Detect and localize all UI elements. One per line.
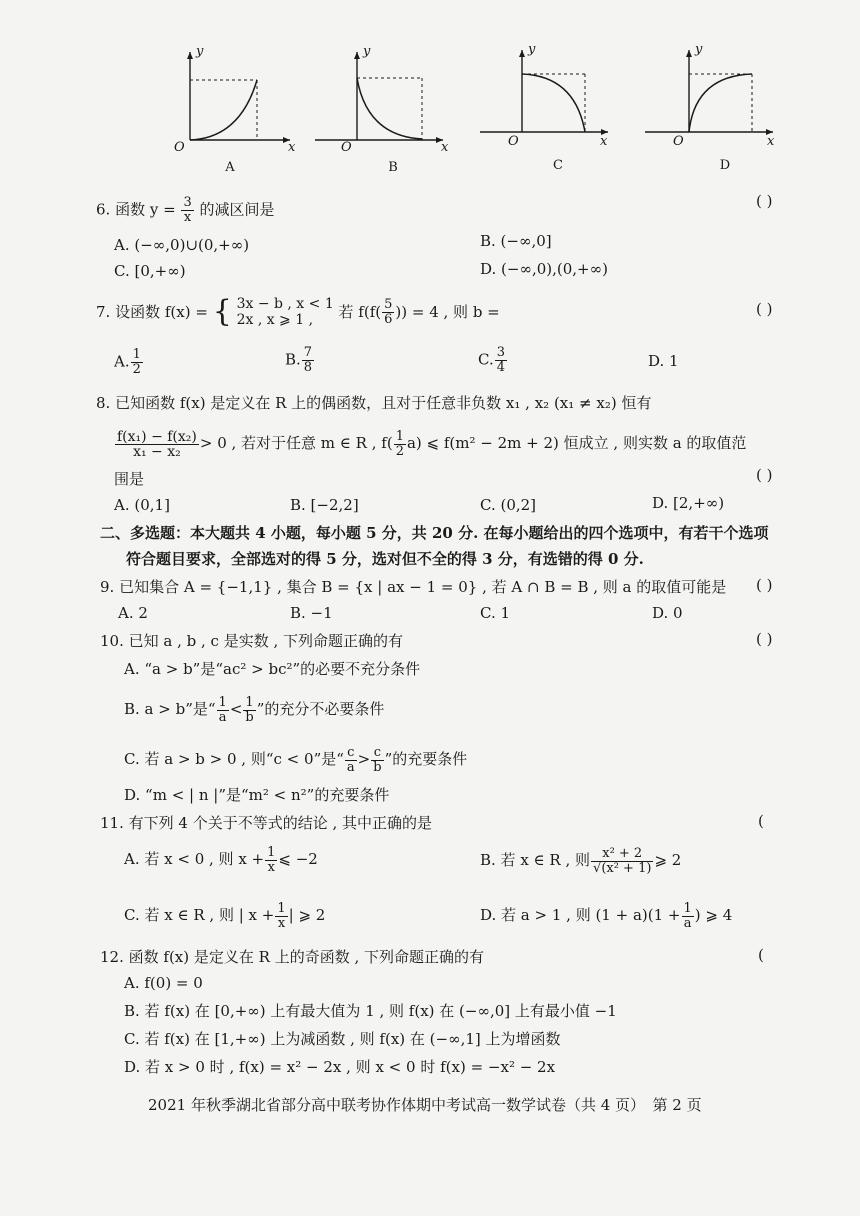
graph-d-label: D xyxy=(719,158,731,173)
q10-c-mid: > xyxy=(357,750,371,768)
q7-a-pre: A. xyxy=(114,352,130,371)
q7-fraction xyxy=(382,298,394,327)
q7-answer-paren: ( ) xyxy=(756,300,773,318)
q8-option-b: B. [−2,2] xyxy=(290,496,359,514)
graph-b-origin: O xyxy=(341,140,352,155)
graph-d-y-label: y xyxy=(695,42,703,57)
page-footer: 2021 年秋季湖北省部分高中联考协作体期中考试高一数学试卷（共 4 页） 第 2 页 xyxy=(148,1096,702,1114)
q10-c-den-1: a xyxy=(346,759,355,775)
q6-answer-paren: ( ) xyxy=(756,192,773,210)
q6-fraction xyxy=(181,196,193,225)
q7-c-frac xyxy=(495,346,507,375)
q12-stem: 12. 函数 f(x) 是定义在 R 上的奇函数 , 下列命题正确的有 xyxy=(100,948,485,966)
q10-b-den-2: b xyxy=(245,709,254,725)
q8-half xyxy=(394,430,406,459)
q11-b-post: ⩾ 2 xyxy=(654,851,682,869)
q10-b-frac-1 xyxy=(217,696,229,725)
q10-b-post: ”的充分不必要条件 xyxy=(256,700,385,718)
q7-piece-1: 3x − b , x < 1 xyxy=(236,296,334,312)
q11-d-num: 1 xyxy=(683,900,692,916)
q10-c-pre: C. 若 a > b > 0 , 则“c < 0”是“ xyxy=(124,750,344,768)
q11-option-d xyxy=(480,896,732,934)
q7-c-den: 4 xyxy=(496,360,505,375)
q10-b-pre: B. a > b”是“ xyxy=(124,700,216,718)
graph-c-y-label: y xyxy=(528,42,536,57)
q7-b-frac xyxy=(302,346,314,375)
q7-mid: 若 f(f( xyxy=(338,303,382,321)
q12-option-b: B. 若 f(x) 在 [0,+∞) 上有最大值为 1 , 则 f(x) 在 (−∞,0] 上有最小值 −1 xyxy=(124,1002,617,1020)
q8-option-d: D. [2,+∞) xyxy=(652,494,725,512)
q9-option-d: D. 0 xyxy=(652,604,683,622)
q9-option-a: A. 2 xyxy=(118,604,148,622)
graph-a-label: A xyxy=(225,160,235,175)
q11-b-pre: B. 若 x ∈ R , 则 xyxy=(480,851,591,869)
q11-option-c xyxy=(124,896,325,934)
q6-option-c: C. [0,+∞) xyxy=(114,262,186,280)
graph-a xyxy=(170,40,310,190)
q7-a-den: 2 xyxy=(132,362,141,377)
q7-a-num: 1 xyxy=(132,347,141,362)
q10-c-num-2: c xyxy=(371,746,383,761)
q7-piecewise xyxy=(237,296,334,328)
graph-c-label: C xyxy=(553,158,563,173)
q8-frac-num: f(x₁) − f(x₂) xyxy=(117,428,197,445)
q8-line-2-post: > 0 , 若对于任意 m ∈ R , f( xyxy=(199,434,393,452)
q9-option-c: C. 1 xyxy=(480,604,511,622)
q7-stem xyxy=(96,296,500,332)
q7-option-c xyxy=(478,346,508,375)
q7-a-frac xyxy=(131,348,143,377)
q9-stem: 9. 已知集合 A = {−1,1} , 集合 B = {x | ax − 1 = 0} , 若 A ∩ B = B , 则 a 的取值可能是 xyxy=(100,578,727,596)
q8-answer-paren: ( ) xyxy=(756,466,773,484)
q10-c-den-2: b xyxy=(373,759,382,775)
q11-a-pre: A. 若 x < 0 , 则 x + xyxy=(124,850,265,868)
graph-a-origin: O xyxy=(174,140,185,155)
q7-frac-den: 6 xyxy=(384,311,393,327)
q11-a-den: x xyxy=(267,859,275,875)
q8-fraction xyxy=(115,430,199,459)
q8-line-3: 围是 xyxy=(114,470,145,488)
q10-b-den-1: a xyxy=(218,709,227,725)
q7-option-d: D. 1 xyxy=(648,352,679,370)
section-2-heading: 二、多选题：本大题共 4 小题，每小题 5 分，共 20 分. 在每小题给出的四个选项中，有若干个选项 xyxy=(100,524,769,542)
q10-b-num-2: 1 xyxy=(243,696,255,711)
section-2-instructions: 符合题目要求，全部选对的得 5 分，选对但不全的得 3 分，有选错的得 0 分. xyxy=(126,550,644,568)
q10-b-mid: < xyxy=(229,700,243,718)
q11-option-b xyxy=(480,840,681,880)
q7-b-num: 7 xyxy=(303,345,313,360)
q12-answer-paren: ( xyxy=(758,946,764,964)
q8-half-num: 1 xyxy=(395,428,404,444)
q7-stem-pre: 7. 设函数 f(x) = xyxy=(96,303,208,321)
q9-option-b: B. −1 xyxy=(290,604,333,622)
q11-b-den: √(x² + 1) xyxy=(593,860,652,876)
graph-d xyxy=(645,40,785,190)
q10-option-d: D. “m < | n |”是“m² < n²”的充要条件 xyxy=(124,786,390,804)
q7-b-pre: B. xyxy=(285,350,301,369)
graph-a-x-label: x xyxy=(288,140,296,155)
q8-line-2 xyxy=(114,424,746,462)
answer-graphs xyxy=(150,40,790,190)
q7-frac-num: 5 xyxy=(384,296,393,312)
q7-option-b xyxy=(285,346,315,375)
q10-c-post: ”的充要条件 xyxy=(384,750,468,768)
q10-c-num-1: c xyxy=(345,746,357,761)
graph-b xyxy=(315,40,455,190)
q11-c-den: x xyxy=(277,915,286,931)
q11-c-num: 1 xyxy=(277,900,286,916)
q6-stem-pre: 6. 函数 y = xyxy=(96,200,176,219)
q8-line-1: 8. 已知函数 f(x) 是定义在 R 上的偶函数，且对于任意非负数 x₁ , x₂ (x₁ ≠ x₂) 恒有 xyxy=(96,394,652,412)
graph-b-y-label: y xyxy=(363,44,371,59)
q11-c-frac xyxy=(275,902,287,931)
q10-answer-paren: ( ) xyxy=(756,630,773,648)
q6-stem-post: 的减区间是 xyxy=(199,200,275,219)
q7-b-den: 8 xyxy=(303,360,313,375)
q11-b-num: x² + 2 xyxy=(591,847,653,862)
q10-b-frac-2 xyxy=(243,696,255,725)
graph-a-plot xyxy=(170,40,310,190)
graph-d-origin: O xyxy=(673,134,684,149)
q7-option-a xyxy=(114,348,144,377)
graph-b-label: B xyxy=(388,160,398,175)
q12-option-a: A. f(0) = 0 xyxy=(124,974,203,992)
q11-c-post: | ⩾ 2 xyxy=(288,906,326,924)
q10-c-frac-1 xyxy=(345,746,357,775)
q11-answer-paren: ( xyxy=(758,812,764,830)
q11-a-post: ⩽ −2 xyxy=(278,850,318,868)
q12-option-c: C. 若 f(x) 在 [1,+∞) 上为减函数 , 则 f(x) 在 (−∞,1] 上为增函数 xyxy=(124,1030,561,1048)
q8-half-den: 2 xyxy=(395,443,404,459)
q10-stem: 10. 已知 a , b , c 是实数 , 下列命题正确的有 xyxy=(100,632,404,650)
q11-a-frac xyxy=(265,846,277,875)
graph-d-x-label: x xyxy=(767,134,775,149)
q6-option-d: D. (−∞,0),(0,+∞) xyxy=(480,260,608,278)
q11-stem: 11. 有下列 4 个关于不等式的结论 , 其中正确的是 xyxy=(100,814,433,832)
q7-post: )) = 4 , 则 b = xyxy=(395,303,500,321)
graph-c-x-label: x xyxy=(600,134,608,149)
q6-frac-num: 3 xyxy=(183,195,192,210)
q6-frac-den: x xyxy=(183,210,192,225)
q8-option-a: A. (0,1] xyxy=(114,496,170,514)
q10-option-c xyxy=(124,740,467,778)
q7-brace: { xyxy=(212,294,232,329)
q11-c-pre: C. 若 x ∈ R , 则 | x + xyxy=(124,906,275,924)
q10-b-num-1: 1 xyxy=(218,694,227,710)
q11-d-den: a xyxy=(683,915,692,931)
q6-option-a: A. (−∞,0)∪(0,+∞) xyxy=(114,236,250,254)
q7-c-pre: C. xyxy=(478,350,494,369)
q7-c-num: 3 xyxy=(496,345,505,360)
q9-answer-paren: ( ) xyxy=(756,576,773,594)
q11-b-frac xyxy=(591,847,653,876)
graph-c-origin: O xyxy=(508,134,519,149)
graph-b-x-label: x xyxy=(441,140,449,155)
q6-stem xyxy=(96,196,275,225)
q7-piece-2: 2x , x ⩾ 1 , xyxy=(236,312,314,328)
q8-option-c: C. (0,2] xyxy=(480,496,537,514)
q10-option-b xyxy=(124,690,384,728)
q11-option-a xyxy=(124,840,318,878)
q8-line-2-end: a) ⩽ f(m² − 2m + 2) 恒成立 , 则实数 a 的取值范 xyxy=(406,434,747,452)
q11-d-post: ) ⩾ 4 xyxy=(694,906,733,924)
q11-d-frac xyxy=(682,902,694,931)
graph-c xyxy=(480,40,620,190)
q10-c-frac-2 xyxy=(371,746,383,775)
q12-option-d: D. 若 x > 0 时 , f(x) = x² − 2x , 则 x < 0 时 f(x) = −x² − 2x xyxy=(124,1058,556,1076)
q11-d-pre: D. 若 a > 1 , 则 (1 + a)(1 + xyxy=(480,906,681,924)
q8-frac-den: x₁ − x₂ xyxy=(133,443,181,460)
graph-a-y-label: y xyxy=(196,44,204,59)
q11-a-num: 1 xyxy=(267,844,276,860)
q6-option-b: B. (−∞,0] xyxy=(480,232,552,250)
q10-option-a: A. “a > b”是“ac² > bc²”的必要不充分条件 xyxy=(124,660,421,678)
